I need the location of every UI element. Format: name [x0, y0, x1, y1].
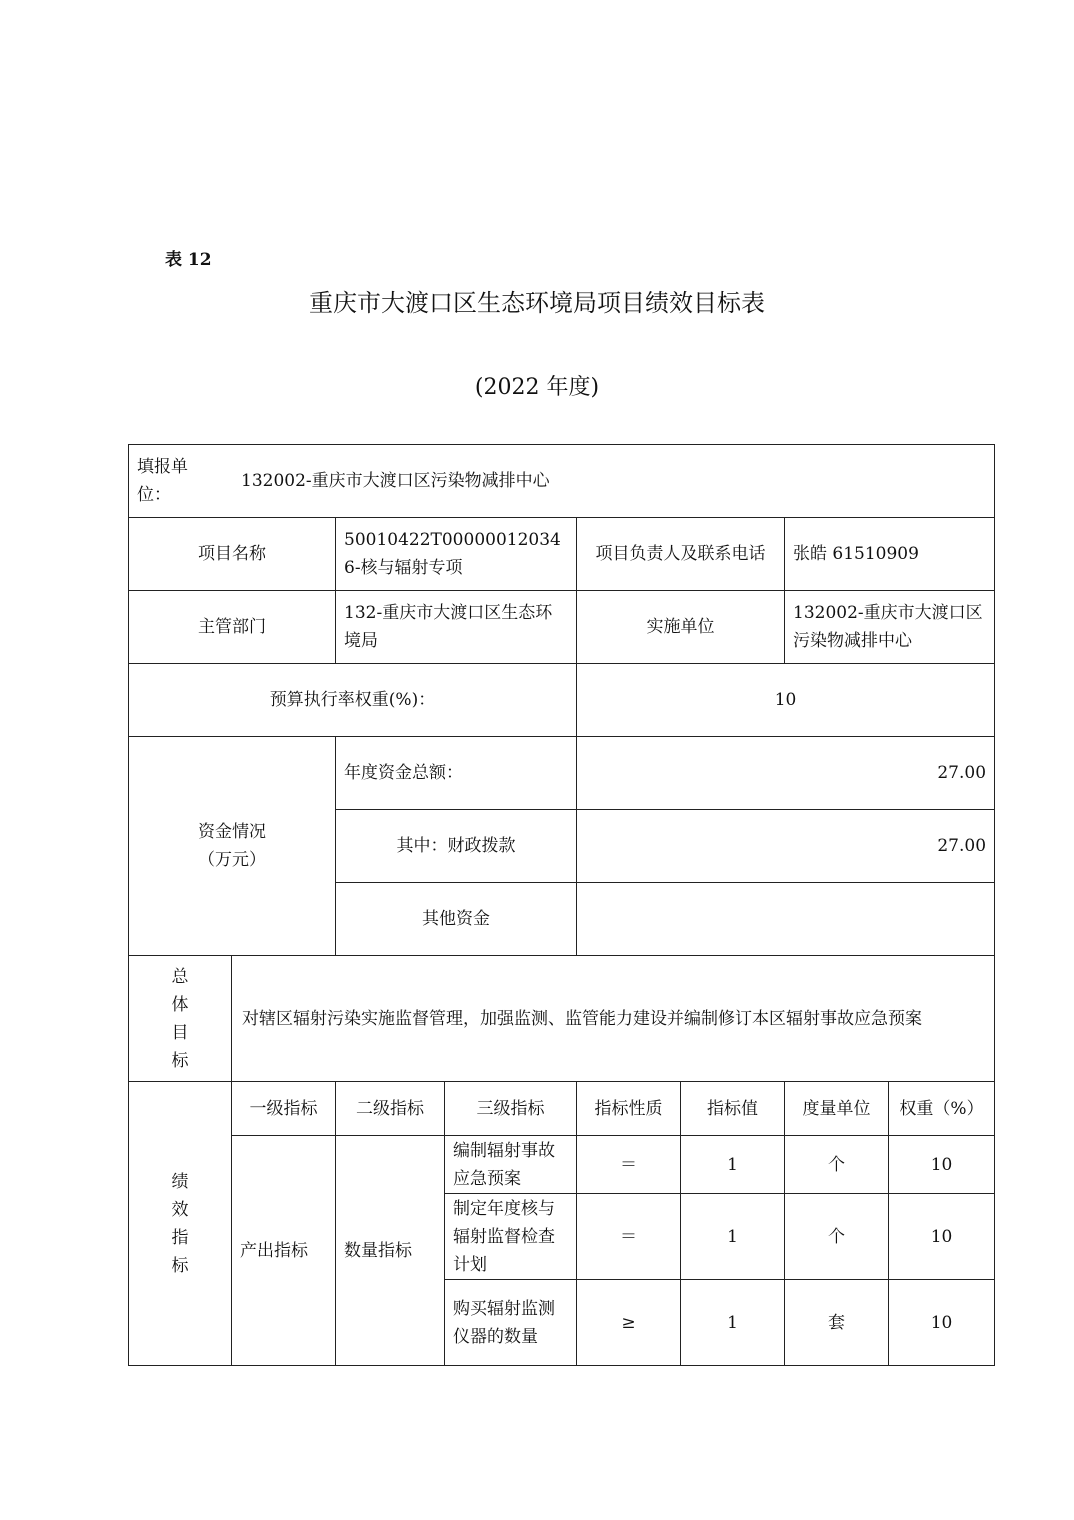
- goal-char: 标: [171, 1050, 189, 1071]
- perf-char: 效: [171, 1199, 189, 1220]
- fill-unit-value: 132002-重庆市大渡口区污染物减排中心: [241, 471, 550, 491]
- overall-goal-row: [129, 956, 995, 1082]
- level3-indicator: 制定年度核与辐射监督检查计划: [445, 1194, 577, 1280]
- indicator-header-row: [129, 1082, 995, 1136]
- other-fund-label: 其他资金: [336, 883, 577, 956]
- indicator-value: 1: [681, 1194, 785, 1280]
- budget-weight-value: 10: [577, 664, 995, 737]
- fund-label-line1: 资金情况: [198, 822, 266, 842]
- fund-total-row: [129, 737, 995, 810]
- fill-unit-label: 填报单位：: [137, 457, 188, 505]
- fiscal-label: 其中：财政拨款: [336, 810, 577, 883]
- indicator-value: 1: [681, 1136, 785, 1194]
- indicator-unit: 个: [785, 1194, 889, 1280]
- fill-unit-row: [129, 445, 995, 518]
- header-value: 指标值: [681, 1082, 785, 1136]
- indicator-weight: 10: [889, 1136, 995, 1194]
- header-level3: 三级指标: [445, 1082, 577, 1136]
- overall-goal-label: [129, 956, 232, 1082]
- indicator-unit: 套: [785, 1280, 889, 1366]
- header-level2: 二级指标: [336, 1082, 445, 1136]
- header-unit: 度量单位: [785, 1082, 889, 1136]
- leader-label: 项目负责人及联系电话: [577, 518, 785, 591]
- project-name-label: 项目名称: [129, 518, 336, 591]
- impl-unit-value: 132002-重庆市大渡口区污染物减排中心: [785, 591, 995, 664]
- level2-indicator: 数量指标: [336, 1136, 445, 1366]
- overall-goal-text: 对辖区辐射污染实施监督管理，加强监测、监管能力建设并编制修订本区辐射事故应急预案: [232, 956, 995, 1082]
- indicator-weight: 10: [889, 1280, 995, 1366]
- dept-label: 主管部门: [129, 591, 336, 664]
- header-weight: 权重（%）: [889, 1082, 995, 1136]
- annual-total-value: 27.00: [577, 737, 995, 810]
- fiscal-value: 27.00: [577, 810, 995, 883]
- perf-char: 标: [171, 1255, 189, 1276]
- perf-indicator-label: [129, 1082, 232, 1366]
- budget-weight-label: 预算执行率权重(%)：: [129, 664, 577, 737]
- dept-value: 132-重庆市大渡口区生态环境局: [336, 591, 577, 664]
- goal-char: 总: [171, 966, 189, 987]
- goal-char: 目: [171, 1022, 189, 1043]
- fund-label-line2: （万元）: [198, 850, 266, 870]
- perf-char: 指: [171, 1227, 189, 1248]
- leader-value: 张皓 61510909: [785, 518, 995, 591]
- indicator-value: 1: [681, 1280, 785, 1366]
- table-row: [129, 1136, 995, 1194]
- table-number: 表 12: [165, 250, 212, 270]
- indicator-unit: 个: [785, 1136, 889, 1194]
- page-year: (2022 年度): [474, 375, 600, 400]
- fill-unit-cell: [129, 445, 995, 518]
- header-nature: 指标性质: [577, 1082, 681, 1136]
- budget-weight-row: [129, 664, 995, 737]
- project-name-row: [129, 518, 995, 591]
- department-row: [129, 591, 995, 664]
- annual-total-label: 年度资金总额：: [336, 737, 577, 810]
- indicator-weight: 10: [889, 1194, 995, 1280]
- perf-char: 绩: [171, 1171, 189, 1192]
- indicator-nature: ＝: [577, 1136, 681, 1194]
- impl-unit-label: 实施单位: [577, 591, 785, 664]
- level3-indicator: 购买辐射监测仪器的数量: [445, 1280, 577, 1366]
- indicator-nature: ≥: [577, 1280, 681, 1366]
- performance-target-table: [128, 444, 995, 1366]
- other-fund-value: [577, 883, 995, 956]
- page-title: 重庆市大渡口区生态环境局项目绩效目标表: [309, 289, 765, 317]
- project-name-value: 50010422T000000120346-核与辐射专项: [336, 518, 577, 591]
- indicator-nature: ＝: [577, 1194, 681, 1280]
- fund-label: [129, 737, 336, 956]
- goal-char: 体: [171, 994, 189, 1015]
- header-level1: 一级指标: [232, 1082, 336, 1136]
- level3-indicator: 编制辐射事故应急预案: [445, 1136, 577, 1194]
- level1-indicator: 产出指标: [232, 1136, 336, 1366]
